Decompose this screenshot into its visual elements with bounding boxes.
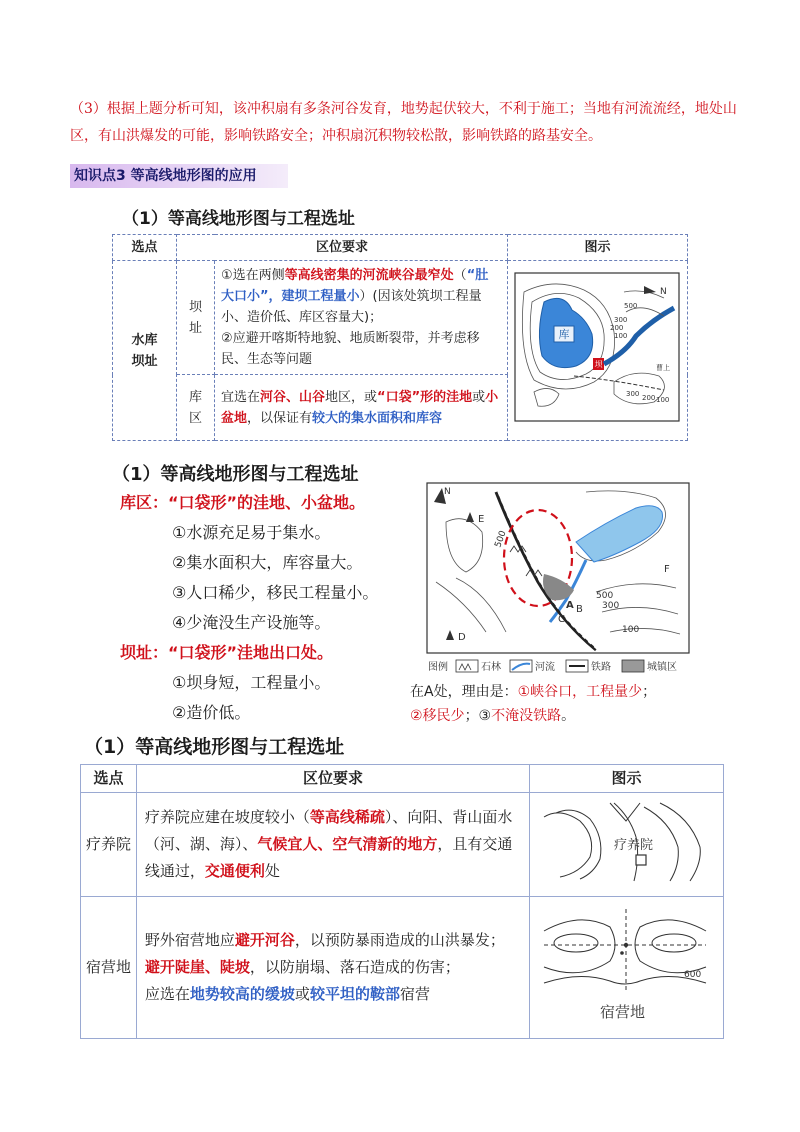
text-run: 气候宜人、空气清新的地方 — [257, 835, 438, 853]
text-run: 河谷、山谷 — [260, 389, 326, 405]
text-run: 或 — [294, 985, 310, 1003]
legend-label: 石林 — [481, 662, 501, 673]
text-run: ； — [642, 684, 657, 700]
contour-value: 100 — [656, 396, 670, 404]
contour-line — [554, 934, 598, 952]
text-run: 宿营 — [399, 985, 430, 1003]
sanatorium-requirements — [136, 793, 529, 897]
text-run: 处 — [264, 862, 280, 880]
list-item: ②造价低。 — [172, 703, 251, 722]
point-label: C — [558, 614, 565, 625]
legend-title: 图例 — [428, 662, 448, 673]
list-item: ①坝身短，工程量小。 — [172, 673, 331, 692]
section3-table — [80, 764, 724, 1039]
text-run: ，以保证有 — [247, 410, 313, 426]
town-label: 曹上 — [656, 364, 670, 372]
reservoir-requirements — [215, 375, 508, 441]
contour-line — [544, 976, 706, 984]
contour-line — [544, 813, 592, 877]
text-run: 不淹没铁路 — [491, 708, 562, 724]
camp-requirements — [136, 897, 529, 1039]
text-run: 在A处，理由是： — [410, 684, 518, 700]
text-run: ①选在两侧 — [221, 268, 285, 283]
text-run: ，且有交通线通过， — [144, 835, 513, 880]
text-run: ②移民少 — [410, 708, 465, 724]
contour-line — [652, 934, 696, 952]
list-item: ②集水面积大，库容量大。 — [172, 553, 363, 572]
text-run: 地势较高的缓坡 — [189, 985, 295, 1003]
dam-requirements — [215, 261, 508, 375]
header-cell: 选点 — [81, 765, 137, 793]
point-label: E — [478, 514, 485, 525]
sanatorium-label: 疗养院 — [81, 793, 137, 897]
sanatorium-figure-cell — [530, 793, 724, 897]
sanatorium-fig-label: 疗养院 — [614, 838, 654, 853]
text-run: 较大的集水面积和库容 — [312, 410, 443, 426]
answer-text: （3）根据上题分析可知，该冲积扇有多条河谷发育，地势起伏较大，不利于施工；当地有河流流经，地处山区，有山洪爆发的可能，影响铁路安全；冲积扇沉积物较松散，影响铁路的路基安全。 — [70, 101, 737, 144]
text-run: 。 — [561, 708, 576, 724]
point-label: A — [566, 600, 574, 611]
text-run: “口袋形”洼地出口处。 — [168, 643, 334, 662]
sanatorium-figure — [540, 797, 710, 883]
north-label: N — [660, 287, 667, 297]
section1-table — [112, 234, 688, 441]
text-run: 等高线密集的河流峡谷最窄处 — [284, 268, 454, 283]
camp-point — [624, 943, 628, 947]
section2-title: （1）等高线地形图与工程选址 — [112, 464, 359, 485]
text-run: 交通便利 — [204, 862, 265, 880]
text-run: ）(因该处筑坝工程量小、造价低、库区容量大)； — [221, 289, 482, 325]
contour-value: 500 — [493, 529, 509, 550]
text-run: ，以防崩塌、落石造成的伤害； — [249, 958, 460, 976]
header-cell: 区位要求 — [177, 235, 508, 261]
text-run: 应选在 — [144, 985, 190, 1003]
text-run: 宜选在 — [221, 389, 261, 405]
text-run: 避开陡崖、陡坡 — [144, 958, 250, 976]
text-run: 等高线稀疏 — [309, 808, 385, 826]
legend-label: 铁路 — [591, 662, 611, 673]
header-cell: 选点 — [113, 235, 177, 261]
list-item: ①水源充足易于集水。 — [172, 523, 331, 542]
text-run: ②应避开喀斯特地貌、地质断裂带，并考虑移民、生态等问题 — [221, 331, 480, 367]
header-cell: 区位要求 — [136, 765, 529, 793]
contour-value: 500 — [596, 591, 614, 601]
contour-value: 300 — [614, 316, 628, 324]
camp-point — [620, 951, 624, 955]
text-run: 或 — [472, 389, 486, 405]
text-run: 避开河谷 — [234, 931, 295, 949]
text-run: 地区，或 — [325, 389, 378, 405]
section2-text-block — [120, 488, 420, 728]
contour-line — [544, 920, 615, 973]
contour-value: 100 — [622, 625, 640, 635]
contour-value: 100 — [614, 332, 628, 340]
header-cell: 图示 — [508, 235, 688, 261]
knowledge-point-label: 知识点3 等高线地形图的应用 — [74, 168, 257, 184]
contour-value: 200 — [610, 324, 624, 332]
text-run: 坝址： — [120, 643, 169, 662]
map1-cell — [508, 261, 688, 441]
header-cell: 图示 — [530, 765, 724, 793]
town-icon — [622, 660, 644, 672]
answer-paragraph — [70, 96, 750, 150]
sanatorium-marker — [636, 855, 646, 865]
dam-char: 坝 — [594, 360, 603, 369]
text-run: 疗养院应建在坡度较小（ — [144, 808, 310, 826]
text-run: 小盆地 — [221, 389, 499, 426]
dam-line — [120, 638, 420, 668]
pocket-basin-map — [426, 482, 690, 676]
camp-figure-cell — [530, 897, 724, 1039]
section2-reason — [410, 680, 710, 728]
knowledge-point-banner — [70, 164, 288, 188]
text-run: ，以预防暴雨造成的山洪暴发； — [294, 931, 505, 949]
group-label: 水库 坝址 — [113, 261, 177, 441]
contour-value: 300 — [602, 601, 620, 611]
section1-title: （1）等高线地形图与工程选址 — [122, 209, 355, 229]
text-run: ①峡谷口，工程量少 — [517, 684, 643, 700]
point-label: D — [458, 632, 466, 643]
contour-value: 200 — [642, 394, 656, 402]
text-run: （ — [453, 268, 467, 283]
contour-value: 300 — [626, 390, 640, 398]
camp-label: 宿营地 — [81, 897, 137, 1039]
point-label: B — [576, 604, 583, 615]
text-run: ；③ — [464, 708, 492, 724]
text-run: 较平坦的鞍部 — [309, 985, 400, 1003]
legend-label: 河流 — [535, 662, 555, 673]
dam-label: 坝 址 — [177, 261, 215, 375]
text-run: “口袋形”的洼地、小盆地。 — [168, 493, 366, 512]
legend-label: 城镇区 — [647, 662, 677, 673]
contour-line — [635, 920, 706, 973]
north-label: N — [444, 487, 451, 497]
reservoir-dam-map — [514, 272, 680, 422]
camp-fig-label: 宿营地 — [600, 1003, 646, 1021]
text-run: 库区： — [120, 493, 169, 512]
reservoir-line — [120, 488, 420, 518]
section3-title: （1）等高线地形图与工程选址 — [84, 736, 345, 758]
reservoir-char: 库 — [558, 328, 570, 341]
camp-figure — [540, 901, 710, 1025]
contour-value: 500 — [624, 302, 638, 310]
contour-value: 600 — [684, 970, 702, 980]
reservoir-label: 库 区 — [177, 375, 215, 441]
text-run: ）、向阳、背山面水（河、湖、海）、 — [144, 808, 513, 853]
list-item: ④少淹没生产设施等。 — [172, 613, 331, 632]
point-label: F — [664, 564, 670, 575]
text-run: “肚大口小”，建坝工程量小 — [221, 268, 489, 304]
text-run: “口袋”形的洼地 — [377, 389, 473, 405]
text-run: 野外宿营地应 — [144, 931, 235, 949]
list-item: ③人口稀少，移民工程量小。 — [172, 583, 379, 602]
